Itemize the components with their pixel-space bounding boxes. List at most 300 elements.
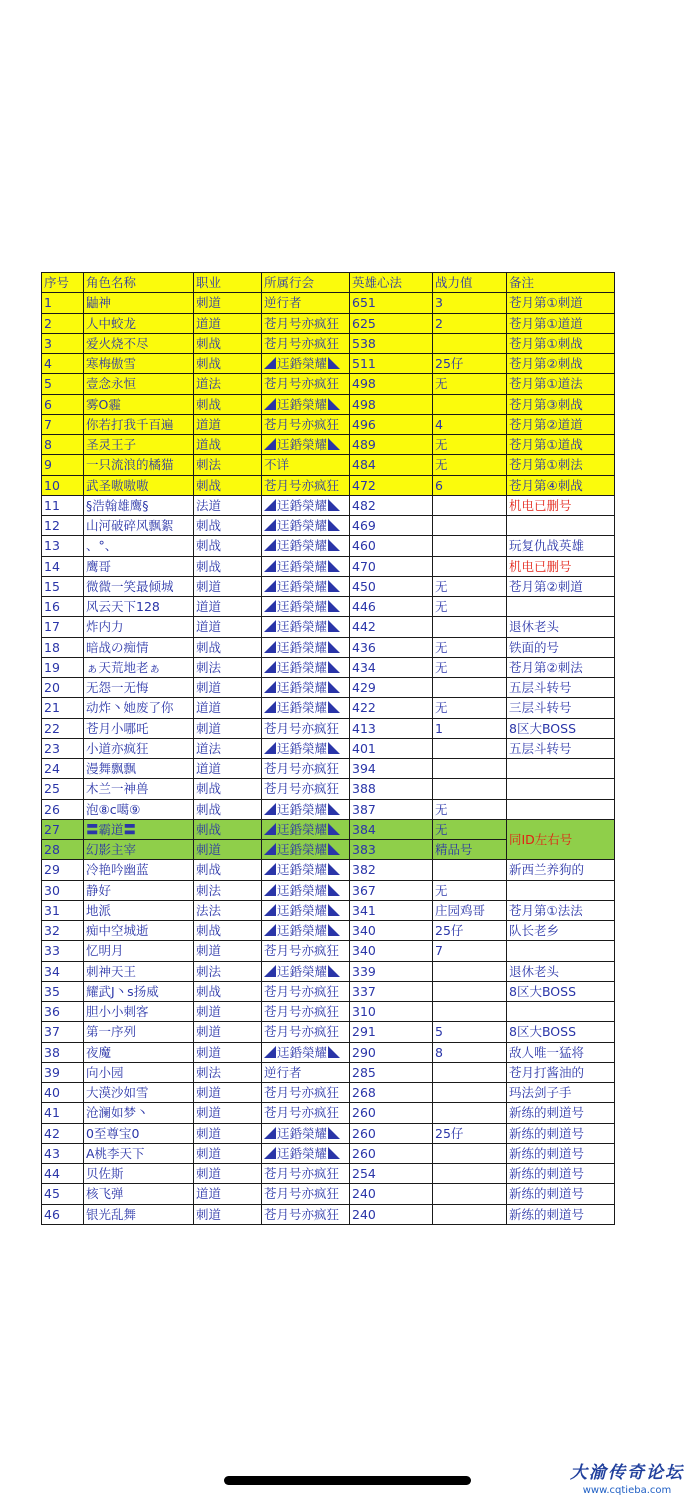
- cell-xinfa: 538: [350, 333, 433, 353]
- cell-xinfa: 240: [350, 1184, 433, 1204]
- guild-flag-icon: [328, 843, 340, 855]
- cell-power: 6: [433, 475, 507, 495]
- cell-job: 刺道: [194, 293, 262, 313]
- guild-flag-icon: [328, 499, 340, 511]
- cell-no: 33: [42, 941, 84, 961]
- table-header-row: [42, 273, 615, 293]
- cell-power: 无: [433, 799, 507, 819]
- cell-name: 痴中空城逝: [84, 921, 194, 941]
- cell-xinfa: 260: [350, 1123, 433, 1143]
- cell-guild: [262, 738, 350, 758]
- cell-note: 苍月第②刺法: [507, 657, 615, 677]
- cell-name: 0至尊宝0: [84, 1123, 194, 1143]
- guild-flag-icon: [264, 803, 276, 815]
- guild-name: 迋銽榮耀: [277, 1145, 328, 1161]
- cell-guild: [262, 657, 350, 677]
- cell-power: 无: [433, 576, 507, 596]
- table-row: [42, 617, 615, 637]
- cell-xinfa: 394: [350, 759, 433, 779]
- cell-name: 向小园: [84, 1062, 194, 1082]
- cell-guild: 苍月号亦疯狂: [262, 475, 350, 495]
- guild-name: 迋銽榮耀: [277, 659, 328, 675]
- cell-no: 25: [42, 779, 84, 799]
- cell-xinfa: 496: [350, 414, 433, 434]
- guild-flag-icon: [328, 357, 340, 369]
- cell-no: 17: [42, 617, 84, 637]
- cell-name: 雾O霾: [84, 394, 194, 414]
- table-row: [42, 354, 615, 374]
- cell-job: 道道: [194, 759, 262, 779]
- cell-no: 5: [42, 374, 84, 394]
- cell-power: [433, 961, 507, 981]
- cell-job: 刺战: [194, 536, 262, 556]
- guild-flag-icon: [328, 681, 340, 693]
- cell-guild: [262, 1143, 350, 1163]
- guild-name: 迋銽榮耀: [277, 497, 328, 513]
- guild-name: 迋銽榮耀: [277, 619, 328, 635]
- table-row: [42, 414, 615, 434]
- cell-no: 22: [42, 718, 84, 738]
- header-cell: 角色名称: [84, 273, 194, 293]
- cell-name: 鼬神: [84, 293, 194, 313]
- cell-xinfa: 254: [350, 1164, 433, 1184]
- cell-xinfa: 484: [350, 455, 433, 475]
- cell-guild: [262, 617, 350, 637]
- cell-name: 冷艳吟幽蓝: [84, 860, 194, 880]
- guild-name: 迋銽榮耀: [277, 639, 328, 655]
- cell-xinfa: 387: [350, 799, 433, 819]
- cell-power: 庄园鸡哥: [433, 900, 507, 920]
- cell-no: 43: [42, 1143, 84, 1163]
- guild-flag-icon: [328, 539, 340, 551]
- guild-flag-icon: [264, 1127, 276, 1139]
- cell-job: 道法: [194, 738, 262, 758]
- cell-power: 2: [433, 313, 507, 333]
- cell-power: [433, 617, 507, 637]
- table-row: [42, 333, 615, 353]
- table-row: [42, 941, 615, 961]
- cell-note: [507, 597, 615, 617]
- cell-note: 苍月第②刺道: [507, 576, 615, 596]
- forum-watermark: [560, 1458, 694, 1496]
- cell-job: 刺战: [194, 981, 262, 1001]
- guild-flag-icon: [264, 1046, 276, 1058]
- cell-job: 刺道: [194, 941, 262, 961]
- guild-flag-icon: [328, 560, 340, 572]
- header-cell: 英雄心法: [350, 273, 433, 293]
- cell-xinfa: 384: [350, 819, 433, 839]
- cell-no: 32: [42, 921, 84, 941]
- cell-xinfa: 470: [350, 556, 433, 576]
- cell-guild: [262, 597, 350, 617]
- table-row: [42, 516, 615, 536]
- guild-flag-icon: [264, 681, 276, 693]
- cell-name: 夜魔: [84, 1042, 194, 1062]
- cell-name: 小道亦疯狂: [84, 738, 194, 758]
- cell-guild: [262, 799, 350, 819]
- cell-no: 3: [42, 333, 84, 353]
- guild-flag-icon: [264, 1147, 276, 1159]
- cell-job: 刺法: [194, 657, 262, 677]
- cell-note: 铁面的号: [507, 637, 615, 657]
- cell-power: 8: [433, 1042, 507, 1062]
- cell-guild: [262, 921, 350, 941]
- cell-job: 道道: [194, 597, 262, 617]
- cell-name: 、°、: [84, 536, 194, 556]
- cell-no: 1: [42, 293, 84, 313]
- cell-job: 刺战: [194, 637, 262, 657]
- cell-xinfa: 511: [350, 354, 433, 374]
- cell-guild: [262, 435, 350, 455]
- table-row: [42, 1204, 615, 1224]
- guild-flag-icon: [328, 924, 340, 936]
- cell-guild: 苍月号亦疯狂: [262, 1164, 350, 1184]
- cell-name: §浩翰雄鹰§: [84, 495, 194, 515]
- guild-flag-icon: [264, 398, 276, 410]
- cell-note: 苍月打酱油的: [507, 1062, 615, 1082]
- guild-flag-icon: [328, 580, 340, 592]
- table-row: [42, 738, 615, 758]
- cell-name: 微微一笑最倾城: [84, 576, 194, 596]
- cell-xinfa: 429: [350, 678, 433, 698]
- cell-note: 三层斗转号: [507, 698, 615, 718]
- cell-guild: 苍月号亦疯狂: [262, 1103, 350, 1123]
- table-row: [42, 1164, 615, 1184]
- cell-note: 8区大BOSS: [507, 981, 615, 1001]
- cell-power: [433, 333, 507, 353]
- guild-name: 迋銽榮耀: [277, 882, 328, 898]
- cell-guild: [262, 678, 350, 698]
- cell-xinfa: 341: [350, 900, 433, 920]
- table-row: [42, 1143, 615, 1163]
- guild-name: 迋銽榮耀: [277, 923, 328, 939]
- cell-no: 36: [42, 1002, 84, 1022]
- cell-note: [507, 1002, 615, 1022]
- cell-job: 刺战: [194, 333, 262, 353]
- cell-power: [433, 536, 507, 556]
- cell-xinfa: 498: [350, 374, 433, 394]
- cell-no: 26: [42, 799, 84, 819]
- cell-power: [433, 1164, 507, 1184]
- cell-name: 耀武J丶s扬威: [84, 981, 194, 1001]
- cell-no: 28: [42, 840, 84, 860]
- cell-guild: 苍月号亦疯狂: [262, 1022, 350, 1042]
- cell-job: 道道: [194, 698, 262, 718]
- cell-name: 圣灵王子: [84, 435, 194, 455]
- guild-flag-icon: [264, 863, 276, 875]
- cell-power: [433, 759, 507, 779]
- cell-xinfa: 651: [350, 293, 433, 313]
- cell-no: 16: [42, 597, 84, 617]
- cell-name: 大漠沙如雪: [84, 1083, 194, 1103]
- cell-power: [433, 1204, 507, 1224]
- cell-no: 37: [42, 1022, 84, 1042]
- cell-power: 无: [433, 374, 507, 394]
- cell-note: 退休老头: [507, 617, 615, 637]
- cell-no: 4: [42, 354, 84, 374]
- guild-flag-icon: [264, 580, 276, 592]
- cell-note: 苍月第①道法: [507, 374, 615, 394]
- table-row: [42, 779, 615, 799]
- cell-power: 无: [433, 637, 507, 657]
- cell-note: 8区大BOSS: [507, 1022, 615, 1042]
- cell-job: 刺法: [194, 961, 262, 981]
- guild-flag-icon: [328, 1046, 340, 1058]
- cell-guild: 苍月号亦疯狂: [262, 1002, 350, 1022]
- cell-guild: [262, 495, 350, 515]
- cell-guild: [262, 394, 350, 414]
- cell-note: 玛法剑子手: [507, 1083, 615, 1103]
- cell-xinfa: 625: [350, 313, 433, 333]
- table-row: [42, 678, 615, 698]
- cell-job: 刺道: [194, 1002, 262, 1022]
- cell-name: 静好: [84, 880, 194, 900]
- cell-xinfa: 340: [350, 921, 433, 941]
- watermark-title: 大渝传奇论坛: [570, 1463, 684, 1483]
- table-row: [42, 799, 615, 819]
- cell-xinfa: 482: [350, 495, 433, 515]
- cell-no: 6: [42, 394, 84, 414]
- cell-note: 五层斗转号: [507, 678, 615, 698]
- guild-flag-icon: [264, 823, 276, 835]
- cell-power: [433, 516, 507, 536]
- cell-job: 刺战: [194, 860, 262, 880]
- cell-no: 21: [42, 698, 84, 718]
- cell-power: 25仔: [433, 1123, 507, 1143]
- guild-name: 迋銽榮耀: [277, 437, 328, 453]
- guild-flag-icon: [328, 884, 340, 896]
- cell-job: 刺道: [194, 1022, 262, 1042]
- table-row: [42, 698, 615, 718]
- cell-power: 无: [433, 455, 507, 475]
- ranking-table: [41, 272, 615, 1225]
- cell-xinfa: 388: [350, 779, 433, 799]
- cell-note: [507, 516, 615, 536]
- cell-guild: [262, 840, 350, 860]
- cell-name: 无怨一无悔: [84, 678, 194, 698]
- cell-xinfa: 498: [350, 394, 433, 414]
- cell-xinfa: 240: [350, 1204, 433, 1224]
- cell-xinfa: 260: [350, 1103, 433, 1123]
- cell-power: 25仔: [433, 354, 507, 374]
- cell-name: 〓霸道〓: [84, 819, 194, 839]
- cell-no: 11: [42, 495, 84, 515]
- guild-flag-icon: [264, 560, 276, 572]
- cell-note: 苍月第②道道: [507, 414, 615, 434]
- table-row: [42, 475, 615, 495]
- guild-flag-icon: [264, 742, 276, 754]
- cell-guild: [262, 819, 350, 839]
- cell-xinfa: 340: [350, 941, 433, 961]
- cell-note: 新练的刺道号: [507, 1184, 615, 1204]
- cell-power: [433, 1103, 507, 1123]
- cell-job: 刺道: [194, 1083, 262, 1103]
- cell-xinfa: 442: [350, 617, 433, 637]
- cell-name: 炸内力: [84, 617, 194, 637]
- cell-note: 新练的刺道号: [507, 1204, 615, 1224]
- cell-no: 39: [42, 1062, 84, 1082]
- guild-name: 迋銽榮耀: [277, 599, 328, 615]
- guild-name: 迋銽榮耀: [277, 801, 328, 817]
- cell-job: 刺战: [194, 394, 262, 414]
- table-row: [42, 1103, 615, 1123]
- guild-name: 迋銽榮耀: [277, 396, 328, 412]
- cell-note: 新练的刺道号: [507, 1123, 615, 1143]
- cell-name: 暗战の痴情: [84, 637, 194, 657]
- cell-note: 退休老头: [507, 961, 615, 981]
- guild-name: 迋銽榮耀: [277, 862, 328, 878]
- cell-power: [433, 860, 507, 880]
- guild-flag-icon: [264, 641, 276, 653]
- guild-flag-icon: [328, 1127, 340, 1139]
- cell-note: 苍月第②刺战: [507, 354, 615, 374]
- table-row: [42, 556, 615, 576]
- guild-name: 迋銽榮耀: [277, 578, 328, 594]
- cell-name: 贝佐斯: [84, 1164, 194, 1184]
- table-row: [42, 860, 615, 880]
- cell-note: [507, 779, 615, 799]
- guild-flag-icon: [328, 398, 340, 410]
- cell-power: [433, 495, 507, 515]
- cell-power: 3: [433, 293, 507, 313]
- cell-note: 同ID左右号: [507, 819, 615, 860]
- cell-job: 刺战: [194, 475, 262, 495]
- cell-no: 8: [42, 435, 84, 455]
- guild-name: 迋銽榮耀: [277, 821, 328, 837]
- table-row: [42, 637, 615, 657]
- guild-name: 迋銽榮耀: [277, 842, 328, 858]
- cell-no: 12: [42, 516, 84, 536]
- cell-name: 苍月小哪吒: [84, 718, 194, 738]
- cell-power: [433, 678, 507, 698]
- cell-note: 新练的刺道号: [507, 1143, 615, 1163]
- table-row: [42, 961, 615, 981]
- cell-job: 刺法: [194, 880, 262, 900]
- cell-guild: 苍月号亦疯狂: [262, 1204, 350, 1224]
- cell-power: 4: [433, 414, 507, 434]
- table-row: [42, 455, 615, 475]
- cell-power: [433, 779, 507, 799]
- cell-job: 刺道: [194, 1204, 262, 1224]
- cell-job: 刺战: [194, 779, 262, 799]
- guild-name: 迋銽榮耀: [277, 902, 328, 918]
- cell-job: 道道: [194, 617, 262, 637]
- guild-name: 迋銽榮耀: [277, 963, 328, 979]
- cell-no: 42: [42, 1123, 84, 1143]
- guild-name: 迋銽榮耀: [277, 740, 328, 756]
- table-row: [42, 900, 615, 920]
- cell-name: 动炸丶她废了你: [84, 698, 194, 718]
- cell-power: 7: [433, 941, 507, 961]
- home-indicator[interactable]: [224, 1476, 471, 1485]
- cell-name: 一只流浪的橘猫: [84, 455, 194, 475]
- table-row: [42, 313, 615, 333]
- cell-job: 刺道: [194, 1164, 262, 1184]
- cell-no: 30: [42, 880, 84, 900]
- cell-note: 8区大BOSS: [507, 718, 615, 738]
- cell-name: 武圣嗷嗷嗷: [84, 475, 194, 495]
- cell-name: 人中蛟龙: [84, 313, 194, 333]
- cell-note: 队长老乡: [507, 921, 615, 941]
- cell-guild: 苍月号亦疯狂: [262, 759, 350, 779]
- cell-guild: [262, 961, 350, 981]
- cell-power: [433, 1062, 507, 1082]
- guild-flag-icon: [328, 863, 340, 875]
- cell-job: 刺道: [194, 576, 262, 596]
- cell-xinfa: 285: [350, 1062, 433, 1082]
- cell-job: 刺战: [194, 556, 262, 576]
- cell-xinfa: 469: [350, 516, 433, 536]
- guild-name: 迋銽榮耀: [277, 1044, 328, 1060]
- cell-name: 木兰一神兽: [84, 779, 194, 799]
- cell-guild: 苍月号亦疯狂: [262, 1083, 350, 1103]
- guild-flag-icon: [328, 620, 340, 632]
- cell-power: [433, 981, 507, 1001]
- cell-name: 风云天下128: [84, 597, 194, 617]
- table-row: [42, 759, 615, 779]
- cell-power: 5: [433, 1022, 507, 1042]
- guild-flag-icon: [264, 357, 276, 369]
- guild-name: 迋銽榮耀: [277, 558, 328, 574]
- cell-job: 道法: [194, 374, 262, 394]
- table-row: [42, 576, 615, 596]
- cell-guild: [262, 880, 350, 900]
- table-row: [42, 597, 615, 617]
- guild-flag-icon: [264, 924, 276, 936]
- cell-guild: 苍月号亦疯狂: [262, 981, 350, 1001]
- guild-name: 迋銽榮耀: [277, 356, 328, 372]
- cell-guild: 逆行者: [262, 1062, 350, 1082]
- cell-note: 苍月第①道道: [507, 313, 615, 333]
- cell-xinfa: 450: [350, 576, 433, 596]
- cell-job: 刺战: [194, 354, 262, 374]
- table-row: [42, 293, 615, 313]
- cell-power: [433, 556, 507, 576]
- guild-flag-icon: [264, 884, 276, 896]
- guild-flag-icon: [328, 803, 340, 815]
- cell-power: [433, 1002, 507, 1022]
- cell-power: 25仔: [433, 921, 507, 941]
- cell-power: 无: [433, 880, 507, 900]
- cell-guild: 苍月号亦疯狂: [262, 1184, 350, 1204]
- cell-no: 45: [42, 1184, 84, 1204]
- table-row: [42, 1022, 615, 1042]
- guild-flag-icon: [264, 438, 276, 450]
- cell-job: 道道: [194, 414, 262, 434]
- table-row: [42, 536, 615, 556]
- cell-xinfa: 489: [350, 435, 433, 455]
- cell-note: 五层斗转号: [507, 738, 615, 758]
- table-row: [42, 1062, 615, 1082]
- guild-flag-icon: [328, 641, 340, 653]
- guild-flag-icon: [328, 742, 340, 754]
- cell-note: 苍月第①刺道: [507, 293, 615, 313]
- cell-guild: [262, 354, 350, 374]
- table-row: [42, 921, 615, 941]
- table-row: [42, 880, 615, 900]
- guild-flag-icon: [328, 600, 340, 612]
- cell-name: 寒梅傲雪: [84, 354, 194, 374]
- cell-job: 刺法: [194, 455, 262, 475]
- cell-no: 15: [42, 576, 84, 596]
- cell-no: 13: [42, 536, 84, 556]
- cell-guild: 苍月号亦疯狂: [262, 374, 350, 394]
- cell-note: 苍月第①刺法: [507, 455, 615, 475]
- cell-guild: 苍月号亦疯狂: [262, 779, 350, 799]
- cell-job: 刺道: [194, 678, 262, 698]
- cell-no: 7: [42, 414, 84, 434]
- cell-name: 胆小小刺客: [84, 1002, 194, 1022]
